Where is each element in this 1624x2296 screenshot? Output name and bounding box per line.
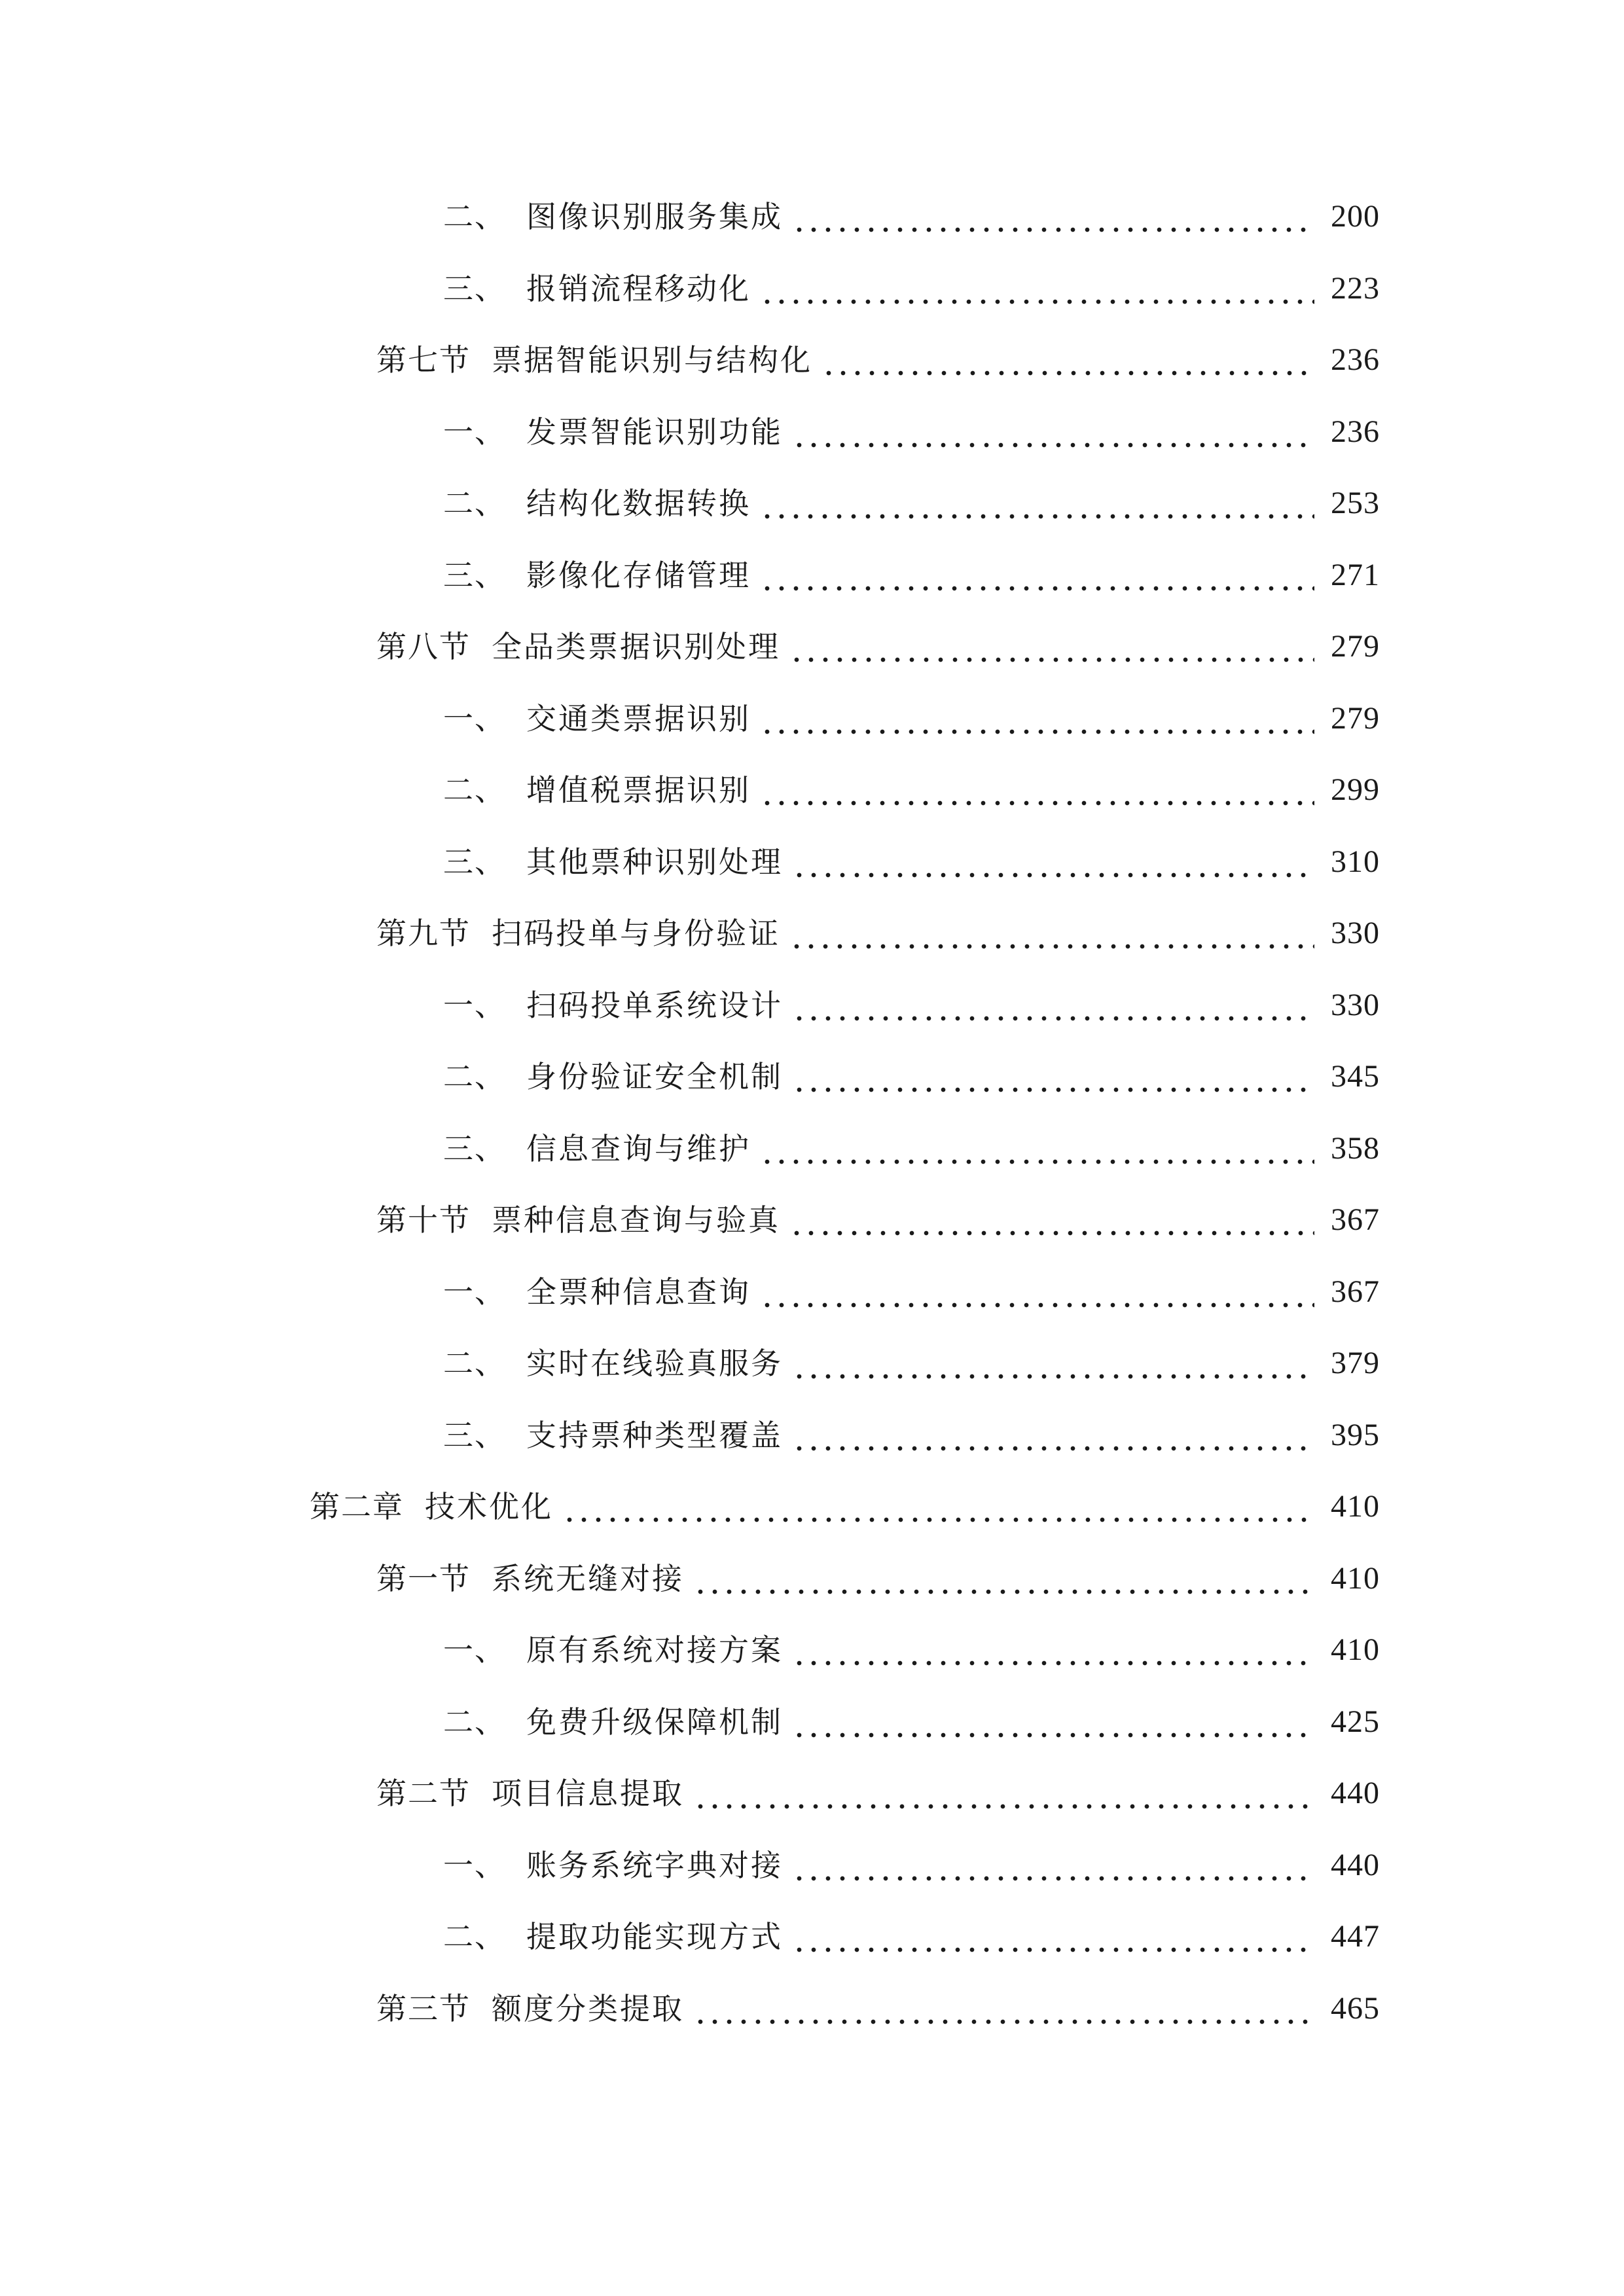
toc-entry-page: 395 xyxy=(1331,1418,1380,1452)
dot-leader xyxy=(757,266,1314,312)
toc-entry-page: 440 xyxy=(1331,1848,1380,1882)
toc-entry-number: 二、 xyxy=(443,1346,506,1381)
toc-entry[interactable] xyxy=(443,1412,1380,1458)
toc-entry-page: 236 xyxy=(1331,414,1380,449)
toc-entry-number: 二、 xyxy=(443,1059,506,1094)
toc-entry-page: 330 xyxy=(1331,988,1380,1022)
dot-leader xyxy=(789,1340,1314,1386)
toc-entry-title: 影像化存储管理 xyxy=(526,558,751,593)
toc-entry-title: 发票智能识别功能 xyxy=(526,414,783,450)
toc-entry-title: 扫码投单系统设计 xyxy=(526,988,783,1023)
toc-entry[interactable] xyxy=(376,337,1380,383)
toc-entry-page: 410 xyxy=(1331,1632,1380,1667)
toc-entry-title: 票种信息查询与验真 xyxy=(492,1202,780,1238)
toc-entry-title: 项目信息提取 xyxy=(492,1776,684,1811)
dot-leader xyxy=(757,480,1314,526)
toc-entry-number: 第十节 xyxy=(376,1202,471,1238)
toc-entry-number: 二、 xyxy=(443,1919,506,1954)
toc-entry-page: 279 xyxy=(1331,701,1380,736)
toc-entry[interactable] xyxy=(443,1699,1380,1745)
toc-entry[interactable] xyxy=(443,552,1380,598)
toc-entry-page: 425 xyxy=(1331,1704,1380,1739)
toc-entry-title: 原有系统对接方案 xyxy=(526,1632,783,1668)
toc-entry-page: 200 xyxy=(1331,199,1380,234)
toc-entry-number: 一、 xyxy=(443,701,506,736)
toc-entry[interactable] xyxy=(443,767,1380,813)
toc-entry-number: 第一节 xyxy=(376,1561,471,1596)
dot-leader xyxy=(789,1627,1314,1673)
dot-leader xyxy=(757,767,1314,813)
toc-entry[interactable] xyxy=(443,480,1380,526)
toc-entry-number: 第二章 xyxy=(310,1489,404,1524)
dot-leader xyxy=(819,337,1314,383)
toc-entry-page: 223 xyxy=(1331,271,1380,306)
dot-leader xyxy=(757,1126,1314,1172)
toc-entry[interactable] xyxy=(443,1054,1380,1100)
toc-entry-page: 367 xyxy=(1331,1274,1380,1309)
dot-leader xyxy=(789,839,1314,885)
toc-entry-page: 279 xyxy=(1331,629,1380,664)
toc-entry-title: 票据智能识别与结构化 xyxy=(492,342,812,378)
toc-entry-title: 提取功能实现方式 xyxy=(526,1919,783,1954)
toc-entry-title: 图像识别服务集成 xyxy=(526,199,783,234)
toc-entry[interactable] xyxy=(443,266,1380,312)
toc-entry[interactable] xyxy=(376,1197,1380,1243)
dot-leader xyxy=(787,624,1314,670)
dot-leader xyxy=(757,696,1314,742)
toc-entry-title: 支持票种类型覆盖 xyxy=(526,1418,783,1453)
toc-entry-number: 一、 xyxy=(443,1274,506,1310)
toc-entry-title: 技术优化 xyxy=(425,1489,553,1524)
dot-leader xyxy=(789,1699,1314,1745)
toc-entry-number: 第三节 xyxy=(376,1991,471,2026)
dot-leader xyxy=(789,1842,1314,1888)
toc-entry-number: 第九节 xyxy=(376,916,471,951)
dot-leader xyxy=(789,1054,1314,1100)
dot-leader xyxy=(789,1914,1314,1960)
toc-entry[interactable] xyxy=(443,1340,1380,1386)
toc-entry-title: 额度分类提取 xyxy=(492,1991,684,2026)
toc-entry-number: 第七节 xyxy=(376,342,471,378)
toc-entry[interactable] xyxy=(443,696,1380,742)
toc-entry[interactable] xyxy=(443,1269,1380,1315)
toc-entry-page: 367 xyxy=(1331,1202,1380,1237)
toc-entry-page: 358 xyxy=(1331,1131,1380,1166)
toc-entry[interactable] xyxy=(376,1986,1380,2032)
toc-entry-number: 三、 xyxy=(443,844,506,880)
toc-entry-number: 二、 xyxy=(443,199,506,234)
toc-entry-page: 410 xyxy=(1331,1489,1380,1524)
toc-entry-number: 三、 xyxy=(443,271,506,306)
toc-entry-page: 379 xyxy=(1331,1346,1380,1380)
toc-entry[interactable] xyxy=(443,409,1380,455)
toc-entry[interactable] xyxy=(443,1914,1380,1960)
toc-entry[interactable] xyxy=(443,1126,1380,1172)
toc-entry-page: 330 xyxy=(1331,916,1380,950)
toc-entry-page: 271 xyxy=(1331,558,1380,592)
toc-entry[interactable] xyxy=(443,839,1380,885)
dot-leader xyxy=(789,982,1314,1028)
dot-leader xyxy=(691,1556,1314,1602)
dot-leader xyxy=(789,1412,1314,1458)
toc-entry-title: 系统无缝对接 xyxy=(492,1561,684,1596)
toc-entry[interactable] xyxy=(376,624,1380,670)
toc-entry[interactable] xyxy=(376,1556,1380,1602)
toc-entry-title: 结构化数据转换 xyxy=(526,486,751,521)
toc-entry-page: 440 xyxy=(1331,1776,1380,1810)
toc-entry[interactable] xyxy=(376,1770,1380,1816)
toc-entry-title: 免费升级保障机制 xyxy=(526,1704,783,1740)
toc-entry-number: 二、 xyxy=(443,1704,506,1740)
toc-entry-page: 253 xyxy=(1331,486,1380,520)
dot-leader xyxy=(757,552,1314,598)
toc-entry-page: 410 xyxy=(1331,1561,1380,1596)
toc-entry-page: 236 xyxy=(1331,342,1380,377)
toc-entry[interactable] xyxy=(443,982,1380,1028)
toc-entry-title: 信息查询与维护 xyxy=(526,1131,751,1166)
toc-entry-number: 二、 xyxy=(443,772,506,808)
toc-entry-number: 一、 xyxy=(443,1848,506,1883)
toc-entry-title: 报销流程移动化 xyxy=(526,271,751,306)
dot-leader xyxy=(560,1484,1314,1530)
toc-entry-title: 增值税票据识别 xyxy=(526,772,751,808)
toc-entry-number: 一、 xyxy=(443,988,506,1023)
toc-entry-title: 交通类票据识别 xyxy=(526,701,751,736)
toc-entry-number: 三、 xyxy=(443,1131,506,1166)
toc-entry-title: 实时在线验真服务 xyxy=(526,1346,783,1381)
toc-entry[interactable] xyxy=(443,1842,1380,1888)
toc-entry[interactable] xyxy=(376,910,1380,956)
toc-entry-number: 第二节 xyxy=(376,1776,471,1811)
dot-leader xyxy=(691,1986,1314,2032)
toc-entry-title: 扫码投单与身份验证 xyxy=(492,916,780,951)
dot-leader xyxy=(691,1770,1314,1816)
toc-entry-title: 其他票种识别处理 xyxy=(526,844,783,880)
toc-entry-title: 全品类票据识别处理 xyxy=(492,629,780,664)
toc-entry[interactable] xyxy=(443,1627,1380,1673)
toc-entry-number: 三、 xyxy=(443,558,506,593)
toc-entry-number: 三、 xyxy=(443,1418,506,1453)
toc-entry-page: 310 xyxy=(1331,844,1380,879)
toc-entry-title: 账务系统字典对接 xyxy=(526,1848,783,1883)
toc-entry-number: 一、 xyxy=(443,414,506,450)
toc-entry-title: 全票种信息查询 xyxy=(526,1274,751,1310)
toc-entry-page: 299 xyxy=(1331,772,1380,807)
toc-entry[interactable] xyxy=(310,1484,1380,1530)
toc-entry-number: 二、 xyxy=(443,486,506,521)
toc-entry-number: 第八节 xyxy=(376,629,471,664)
toc-entry-page: 447 xyxy=(1331,1919,1380,1954)
toc-entry-page: 345 xyxy=(1331,1059,1380,1094)
dot-leader xyxy=(787,1197,1314,1243)
dot-leader xyxy=(757,1269,1314,1315)
dot-leader xyxy=(789,409,1314,455)
toc-entry-page: 465 xyxy=(1331,1991,1380,2026)
toc-entry-number: 一、 xyxy=(443,1632,506,1668)
toc-entry[interactable] xyxy=(443,194,1380,240)
dot-leader xyxy=(787,910,1314,956)
toc-entry-title: 身份验证安全机制 xyxy=(526,1059,783,1094)
dot-leader xyxy=(789,194,1314,240)
